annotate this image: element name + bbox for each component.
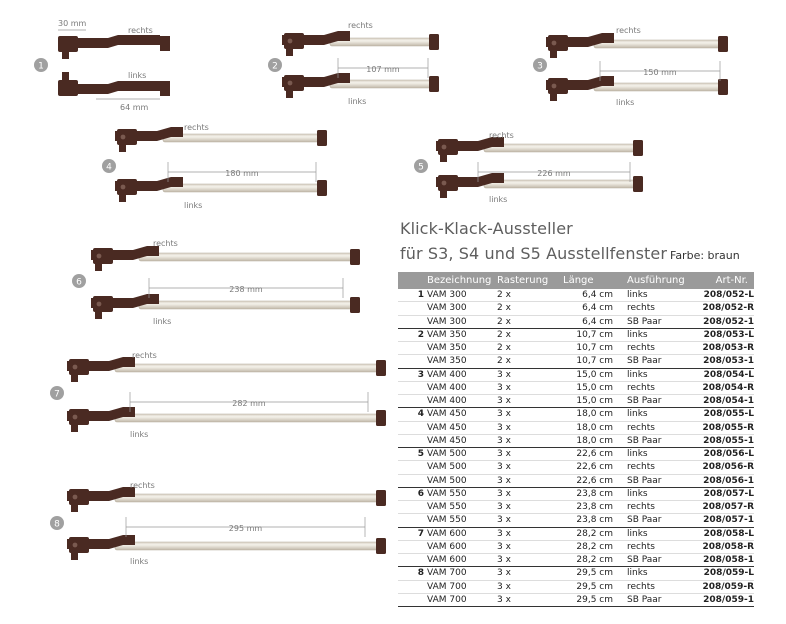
label-links: links [348, 97, 367, 106]
spec-table [398, 272, 754, 607]
cell-bez: VAM 300 [427, 289, 497, 302]
cell-len: 15,0 cm [563, 381, 627, 394]
label-rechts: rechts [616, 26, 641, 35]
hinge-pin [97, 254, 102, 259]
header-ausfuehrung: Ausführung [627, 272, 697, 289]
cell-ausf: rechts [627, 342, 697, 355]
table-row [398, 421, 754, 434]
cell-nr [398, 540, 427, 553]
header-bezeichnung: Bezeichnung [427, 272, 497, 289]
dimension-label: 64 mm [120, 103, 149, 112]
cell-ras: 3 x [497, 487, 563, 500]
cell-len: 29,5 cm [563, 567, 627, 580]
rod [163, 184, 320, 192]
cell-ausf: rechts [627, 421, 697, 434]
label-rechts: rechts [128, 26, 153, 35]
bracket-foot [71, 503, 78, 512]
bracket-foot [62, 50, 69, 59]
dimension-label: 150 mm [643, 68, 677, 77]
bracket-foot [71, 551, 78, 560]
rod [484, 144, 636, 152]
table-row [398, 328, 754, 341]
cell-ausf: rechts [627, 501, 697, 514]
hinge-pin [288, 81, 293, 86]
bracket-foot [71, 423, 78, 432]
end-cap [633, 140, 643, 156]
bracket-hinge [548, 35, 568, 51]
cell-bez: VAM 550 [427, 514, 497, 527]
cell-art: 208/059-1 [697, 593, 754, 606]
cell-art: 208/055-R [697, 421, 754, 434]
rod [115, 494, 379, 502]
end-cap [350, 249, 360, 265]
cell-art: 208/052-R [697, 302, 754, 315]
cell-bez: VAM 550 [427, 501, 497, 514]
hinge-pin [73, 365, 78, 370]
stay-rechts [115, 127, 327, 152]
cell-len: 6,4 cm [563, 289, 627, 302]
cell-ras: 3 x [497, 501, 563, 514]
dimension-label: 180 mm [225, 169, 259, 178]
label-rechts: rechts [153, 239, 178, 248]
stay-rechts [546, 33, 728, 58]
cell-bez: VAM 400 [427, 395, 497, 408]
dimension-label: 30 mm [58, 19, 87, 28]
cell-nr: 7 [398, 527, 427, 540]
bracket-hinge [117, 129, 137, 145]
cell-len: 28,2 cm [563, 540, 627, 553]
cell-art: 208/053-L [697, 328, 754, 341]
end-cap [718, 36, 728, 52]
figure-number: 8 [54, 519, 60, 530]
label-rechts: rechts [132, 351, 157, 360]
cell-len: 18,0 cm [563, 434, 627, 447]
bracket-foot [440, 153, 447, 162]
color-note: Farbe: braun [670, 249, 740, 262]
stay-links [58, 72, 170, 96]
cell-nr: 4 [398, 408, 427, 421]
cell-ras: 3 x [497, 368, 563, 381]
table-row [398, 381, 754, 394]
table-row [398, 593, 754, 606]
cell-bez: VAM 350 [427, 355, 497, 368]
cell-bez: VAM 450 [427, 408, 497, 421]
cell-nr: 8 [398, 567, 427, 580]
cell-len: 6,4 cm [563, 302, 627, 315]
cell-ausf: links [627, 289, 697, 302]
cell-bez: VAM 400 [427, 368, 497, 381]
cell-nr [398, 315, 427, 328]
hinge-pin [552, 84, 557, 89]
bracket-hinge [548, 78, 568, 94]
cell-ras: 3 x [497, 514, 563, 527]
bracket-hinge [69, 537, 89, 553]
bracket-hinge [58, 36, 78, 52]
cell-ausf: links [627, 408, 697, 421]
cell-ausf: SB Paar [627, 474, 697, 487]
bracket-hinge [438, 139, 458, 155]
hinge-pin [121, 185, 126, 190]
table-row [398, 302, 754, 315]
cell-bez: VAM 500 [427, 474, 497, 487]
stay-rechts [67, 487, 386, 512]
table-row [398, 461, 754, 474]
stay-rechts [436, 137, 643, 162]
cell-nr [398, 514, 427, 527]
label-links: links [130, 430, 149, 439]
cell-nr [398, 474, 427, 487]
cell-len: 22,6 cm [563, 474, 627, 487]
bracket-hinge [93, 248, 113, 264]
rod [115, 414, 379, 422]
bracket-foot [95, 310, 102, 319]
cell-nr [398, 395, 427, 408]
end-cap [160, 81, 170, 96]
label-rechts: rechts [130, 481, 155, 490]
cell-ras: 3 x [497, 408, 563, 421]
table-row [398, 487, 754, 500]
cell-nr [398, 501, 427, 514]
cell-ras: 3 x [497, 567, 563, 580]
dimension-label: 226 mm [537, 169, 571, 178]
cell-bez: VAM 600 [427, 554, 497, 567]
table-row [398, 289, 754, 302]
cell-art: 208/054-L [697, 368, 754, 381]
cell-art: 208/053-1 [697, 355, 754, 368]
cell-ras: 2 x [497, 342, 563, 355]
end-cap [718, 79, 728, 95]
cell-bez: VAM 600 [427, 540, 497, 553]
hinge-pin [442, 181, 447, 186]
cell-bez: VAM 550 [427, 487, 497, 500]
bracket-hinge [69, 409, 89, 425]
cell-len: 15,0 cm [563, 395, 627, 408]
cell-ausf: links [627, 448, 697, 461]
end-cap [376, 360, 386, 376]
cell-ausf: SB Paar [627, 593, 697, 606]
cell-bez: VAM 500 [427, 448, 497, 461]
figure-number: 1 [38, 61, 44, 72]
end-cap [633, 176, 643, 192]
label-links: links [153, 317, 172, 326]
cell-ausf: rechts [627, 540, 697, 553]
rod [139, 301, 353, 309]
cell-art: 208/054-R [697, 381, 754, 394]
label-links: links [616, 98, 635, 107]
stay-links [67, 535, 386, 560]
cell-ras: 3 x [497, 527, 563, 540]
hinge-pin [121, 135, 126, 140]
cell-art: 208/052-1 [697, 315, 754, 328]
cell-nr: 5 [398, 448, 427, 461]
stay-links [115, 177, 327, 202]
table-row [398, 315, 754, 328]
bracket-hinge [284, 75, 304, 91]
hinge-pin [73, 543, 78, 548]
cell-ausf: links [627, 487, 697, 500]
cell-len: 23,8 cm [563, 501, 627, 514]
label-links: links [184, 201, 203, 210]
cell-len: 22,6 cm [563, 448, 627, 461]
cell-ras: 2 x [497, 328, 563, 341]
dimension-label: 295 mm [228, 524, 263, 533]
cell-bez: VAM 700 [427, 580, 497, 593]
table-row [398, 368, 754, 381]
cell-ras: 3 x [497, 448, 563, 461]
cell-ras: 3 x [497, 580, 563, 593]
figure-number: 4 [106, 162, 112, 173]
cell-ausf: SB Paar [627, 395, 697, 408]
cell-ras: 3 x [497, 434, 563, 447]
cell-len: 28,2 cm [563, 554, 627, 567]
table-row [398, 448, 754, 461]
cell-ausf: SB Paar [627, 315, 697, 328]
cell-bez: VAM 300 [427, 302, 497, 315]
table-row [398, 580, 754, 593]
label-links: links [128, 71, 147, 80]
cell-art: 208/052-L [697, 289, 754, 302]
rod [484, 180, 636, 188]
cell-len: 10,7 cm [563, 342, 627, 355]
cell-len: 18,0 cm [563, 408, 627, 421]
bracket-foot [62, 72, 69, 81]
bracket-foot [95, 262, 102, 271]
bracket-hinge [69, 489, 89, 505]
table-row [398, 567, 754, 580]
stay-links [91, 294, 360, 319]
stay-links [282, 73, 439, 98]
hinge-pin [73, 495, 78, 500]
cell-len: 23,8 cm [563, 514, 627, 527]
cell-art: 208/058-R [697, 540, 754, 553]
cell-art: 208/057-R [697, 501, 754, 514]
cell-bez: VAM 300 [427, 315, 497, 328]
cell-ras: 3 x [497, 540, 563, 553]
figure-number: 5 [418, 162, 424, 173]
cell-art: 208/058-L [697, 527, 754, 540]
cell-ras: 3 x [497, 593, 563, 606]
table-header-row [398, 272, 754, 289]
cell-ras: 2 x [497, 355, 563, 368]
rod [163, 134, 320, 142]
cell-ras: 2 x [497, 315, 563, 328]
bracket-hinge [69, 359, 89, 375]
cell-nr [398, 580, 427, 593]
dimension-label: 238 mm [229, 285, 263, 294]
cell-ras: 2 x [497, 302, 563, 315]
hinge-pin [97, 302, 102, 307]
stay-rechts [282, 31, 439, 56]
cell-len: 23,8 cm [563, 487, 627, 500]
cell-bez: VAM 700 [427, 567, 497, 580]
table-row [398, 554, 754, 567]
cell-nr [398, 342, 427, 355]
bracket-foot [440, 189, 447, 198]
cell-nr [398, 421, 427, 434]
cell-nr [398, 355, 427, 368]
stay-links [67, 407, 386, 432]
cell-bez: VAM 350 [427, 342, 497, 355]
cell-len: 29,5 cm [563, 593, 627, 606]
cell-nr: 3 [398, 368, 427, 381]
hinge-pin [552, 41, 557, 46]
cell-ausf: links [627, 527, 697, 540]
end-cap [429, 34, 439, 50]
stay-rechts [58, 35, 170, 59]
table-row [398, 501, 754, 514]
bracket-hinge [58, 80, 78, 96]
cell-bez: VAM 600 [427, 527, 497, 540]
end-cap [350, 297, 360, 313]
cell-ras: 3 x [497, 395, 563, 408]
label-rechts: rechts [489, 131, 514, 140]
cell-nr: 6 [398, 487, 427, 500]
cell-ausf: SB Paar [627, 434, 697, 447]
cell-nr: 1 [398, 289, 427, 302]
cell-bez: VAM 350 [427, 328, 497, 341]
hinge-pin [288, 39, 293, 44]
bracket-hinge [117, 179, 137, 195]
cell-nr [398, 593, 427, 606]
end-cap [376, 410, 386, 426]
end-cap [160, 36, 170, 51]
figure-number: 7 [54, 389, 60, 400]
hinge-pin [442, 145, 447, 150]
cell-ras: 3 x [497, 381, 563, 394]
cell-ausf: rechts [627, 302, 697, 315]
table-row [398, 408, 754, 421]
stay-links [546, 76, 728, 101]
cell-len: 6,4 cm [563, 315, 627, 328]
cell-nr: 2 [398, 328, 427, 341]
cell-bez: VAM 450 [427, 421, 497, 434]
dimension-label: 282 mm [232, 399, 266, 408]
table-row [398, 527, 754, 540]
rod [115, 542, 379, 550]
stay-rechts [67, 357, 386, 382]
bracket-foot [286, 89, 293, 98]
label-links: links [130, 557, 149, 566]
rod [115, 364, 379, 372]
cell-len: 15,0 cm [563, 368, 627, 381]
table-row [398, 342, 754, 355]
cell-ras: 3 x [497, 421, 563, 434]
heading-line-2: für S3, S4 und S5 Ausstellfenster [400, 244, 668, 263]
label-links: links [489, 195, 508, 204]
cell-nr [398, 302, 427, 315]
bracket-foot [550, 49, 557, 58]
figure-number: 3 [537, 61, 543, 72]
end-cap [376, 538, 386, 554]
bracket-foot [119, 193, 126, 202]
cell-bez: VAM 400 [427, 381, 497, 394]
end-cap [317, 130, 327, 146]
table-row [398, 514, 754, 527]
cell-art: 208/055-L [697, 408, 754, 421]
hinge-pin [73, 415, 78, 420]
label-rechts: rechts [348, 21, 373, 30]
cell-nr [398, 461, 427, 474]
cell-ras: 3 x [497, 554, 563, 567]
end-cap [317, 180, 327, 196]
header-rasterung: Rasterung [497, 272, 563, 289]
figure-number: 2 [272, 61, 278, 72]
cell-ausf: links [627, 328, 697, 341]
heading-line-1: Klick-Klack-Aussteller [400, 219, 573, 238]
cell-ras: 3 x [497, 474, 563, 487]
table-row [398, 434, 754, 447]
cell-ausf: SB Paar [627, 355, 697, 368]
stay-rechts [91, 246, 360, 271]
dimension-label: 107 mm [366, 65, 400, 74]
cell-len: 18,0 cm [563, 421, 627, 434]
cell-len: 10,7 cm [563, 328, 627, 341]
header-laenge: Länge [563, 272, 627, 289]
cell-ausf: links [627, 368, 697, 381]
end-cap [429, 76, 439, 92]
cell-art: 208/059-R [697, 580, 754, 593]
cell-art: 208/053-R [697, 342, 754, 355]
cell-art: 208/059-L [697, 567, 754, 580]
cell-nr [398, 381, 427, 394]
header-art-nr: Art-Nr. [697, 272, 754, 289]
cell-art: 208/058-1 [697, 554, 754, 567]
label-rechts: rechts [184, 123, 209, 132]
cell-nr [398, 554, 427, 567]
cell-art: 208/057-L [697, 487, 754, 500]
bracket-foot [71, 373, 78, 382]
cell-ausf: SB Paar [627, 554, 697, 567]
figure-number: 6 [76, 277, 82, 288]
table-row [398, 540, 754, 553]
cell-len: 22,6 cm [563, 461, 627, 474]
bracket-hinge [284, 33, 304, 49]
rod [139, 253, 353, 261]
cell-bez: VAM 450 [427, 434, 497, 447]
cell-ausf: rechts [627, 580, 697, 593]
bracket-hinge [438, 175, 458, 191]
cell-ausf: rechts [627, 461, 697, 474]
table-row [398, 355, 754, 368]
cell-art: 208/056-1 [697, 474, 754, 487]
cell-len: 10,7 cm [563, 355, 627, 368]
cell-ausf: rechts [627, 381, 697, 394]
cell-len: 29,5 cm [563, 580, 627, 593]
cell-nr [398, 434, 427, 447]
cell-art: 208/057-1 [697, 514, 754, 527]
end-cap [376, 490, 386, 506]
bracket-foot [550, 92, 557, 101]
table-row [398, 474, 754, 487]
cell-art: 208/056-R [697, 461, 754, 474]
cell-art: 208/056-L [697, 448, 754, 461]
cell-ras: 2 x [497, 289, 563, 302]
table-row [398, 395, 754, 408]
cell-bez: VAM 700 [427, 593, 497, 606]
cell-len: 28,2 cm [563, 527, 627, 540]
cell-art: 208/054-1 [697, 395, 754, 408]
cell-art: 208/055-1 [697, 434, 754, 447]
cell-ausf: SB Paar [627, 514, 697, 527]
bracket-hinge [93, 296, 113, 312]
cell-bez: VAM 500 [427, 461, 497, 474]
bracket-foot [286, 47, 293, 56]
bracket-foot [119, 143, 126, 152]
cell-ausf: links [627, 567, 697, 580]
cell-ras: 3 x [497, 461, 563, 474]
